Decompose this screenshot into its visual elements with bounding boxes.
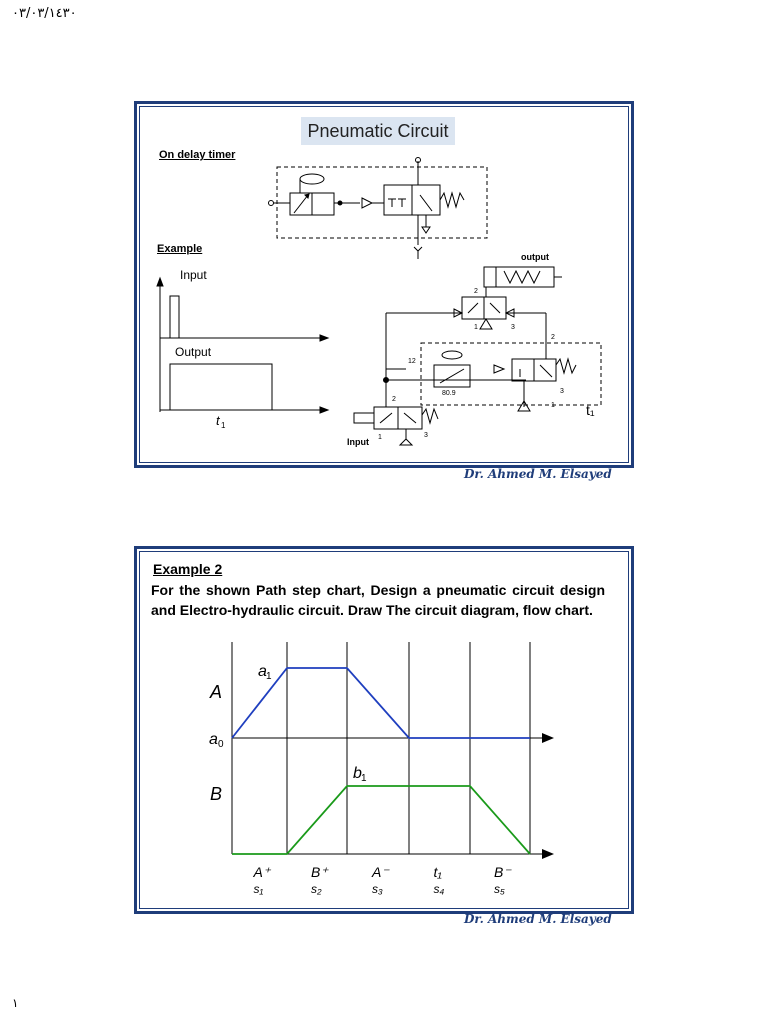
graph-y-arrow [157,278,163,286]
chart-a0: a [209,731,218,748]
example-label: Example [157,243,203,255]
circuit-output-label: output [521,252,549,262]
port-3a: 3 [511,324,515,331]
chart-label-B: B [210,784,223,804]
chart-grid [287,642,530,854]
step-id-2: s₂ [311,882,322,896]
slide1-title: Pneumatic Circuit [301,117,455,145]
page-date: ٠٣/٠٣/١٤٣٠ [12,6,77,21]
series-line-a [232,668,530,738]
example-circuit [346,247,616,452]
example2-text: For the shown Path step chart, Design a pneumatic circuit design and Electro-hydraulic circuit. Draw The circuit diagram, flow chart. [151,582,605,618]
port-3c: 3 [424,432,428,439]
chart-a1: a [258,663,267,680]
step-label-4: t₁ [433,864,442,880]
example2-title: Example 2 [153,561,223,577]
input-pulse [170,296,179,338]
graph-time-label: t [216,413,220,428]
series-line-b [232,786,530,854]
port-1b: 1 [551,402,555,409]
step-id-3: s₃ [372,882,383,896]
graph-input-label: Input [180,268,207,282]
step-id-1: s₁ [253,882,264,896]
timing-graph [150,262,340,437]
graph-time-sub: 1 [221,421,226,430]
step-label-3: A⁻ [372,864,389,880]
author-signature-1: Dr. Ahmed M. Elsayed [464,467,612,481]
author-signature-2: Dr. Ahmed M. Elsayed [464,912,612,926]
chart-a1-sub: 1 [266,671,272,682]
circuit-input-label: Input [347,437,369,447]
chart-b1: b [353,765,362,782]
page-number: ١ [12,996,19,1010]
port-3b: 3 [560,388,564,395]
port-1a: 1 [474,324,478,331]
exhaust-triangle [480,319,492,329]
chart-b1-sub: 1 [361,773,367,784]
output-pulse [170,364,272,410]
graph-output-label: Output [175,345,212,359]
circuit-port-12: 12 [408,358,416,365]
step-label-2: B⁺ [311,864,328,880]
chart-a0-sub: 0 [218,739,224,750]
circuit-t1-label: t₁ [586,402,595,418]
port-2c: 2 [392,396,396,403]
circuit-setting: 80.9 [442,390,456,397]
step-label-5: B⁻ [494,864,511,880]
step-label-1: A⁺ [253,864,271,880]
on-delay-timer-label: On delay timer [159,149,236,161]
port-2b: 2 [551,334,555,341]
path-step-chart [200,640,570,900]
chart-label-A: A [210,682,223,702]
step-id-5: s₅ [494,882,505,896]
port-2a: 2 [474,288,478,295]
step-id-4: s₄ [433,882,445,896]
port-1c: 1 [378,434,382,441]
